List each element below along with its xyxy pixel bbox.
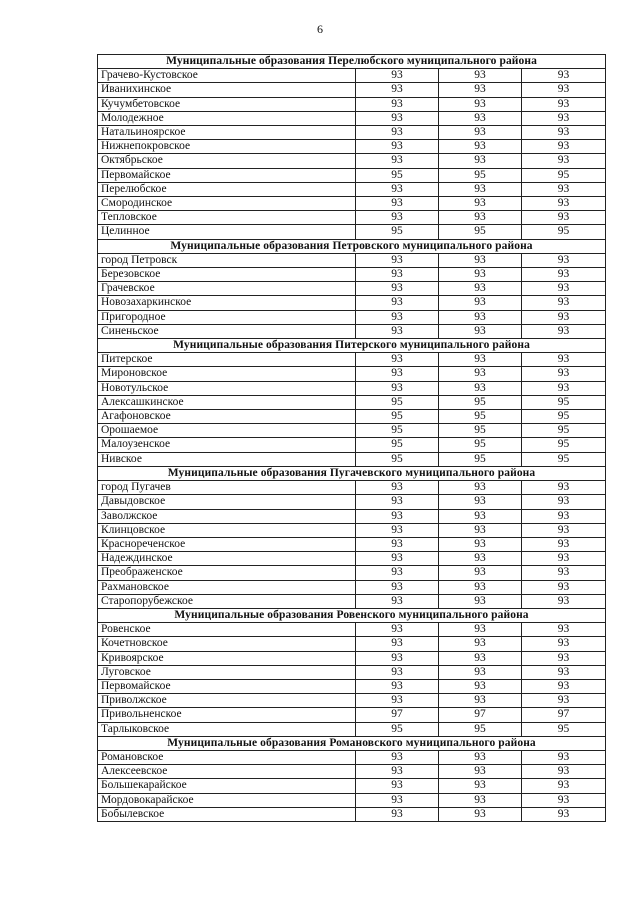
value-cell-1: 93 <box>356 537 439 551</box>
value-cell-1: 93 <box>356 665 439 679</box>
value-cell-2: 93 <box>439 367 522 381</box>
group-header-row <box>98 608 606 622</box>
value-cell-1: 93 <box>356 353 439 367</box>
municipality-name: Орошаемое <box>98 424 356 438</box>
value-cell-3: 93 <box>522 750 606 764</box>
municipality-name: Бобылевское <box>98 807 356 821</box>
table-row <box>98 197 606 211</box>
value-cell-3: 93 <box>522 509 606 523</box>
municipality-name: Первомайское <box>98 679 356 693</box>
value-cell-2: 93 <box>439 694 522 708</box>
table-row <box>98 381 606 395</box>
value-cell-3: 95 <box>522 424 606 438</box>
table-row <box>98 793 606 807</box>
municipality-name: Клинцовское <box>98 523 356 537</box>
group-title: Муниципальные образования Ровенского муниципального района <box>98 608 606 622</box>
table-row <box>98 779 606 793</box>
value-cell-2: 95 <box>439 410 522 424</box>
value-cell-2: 93 <box>439 566 522 580</box>
value-cell-1: 95 <box>356 722 439 736</box>
value-cell-1: 95 <box>356 168 439 182</box>
municipality-name: Смородинское <box>98 197 356 211</box>
municipality-name: Преображенское <box>98 566 356 580</box>
value-cell-2: 93 <box>439 282 522 296</box>
table-row <box>98 310 606 324</box>
municipality-name: Большекарайское <box>98 779 356 793</box>
value-cell-1: 93 <box>356 779 439 793</box>
value-cell-3: 93 <box>522 623 606 637</box>
table-row <box>98 580 606 594</box>
municipality-name: Перелюбское <box>98 182 356 196</box>
municipality-name: Надеждинское <box>98 552 356 566</box>
value-cell-1: 93 <box>356 182 439 196</box>
municipality-name: Иванихинское <box>98 83 356 97</box>
value-cell-2: 93 <box>439 296 522 310</box>
group-title: Муниципальные образования Петровского муниципального района <box>98 239 606 253</box>
value-cell-1: 97 <box>356 708 439 722</box>
value-cell-3: 93 <box>522 566 606 580</box>
value-cell-3: 93 <box>522 523 606 537</box>
value-cell-1: 93 <box>356 481 439 495</box>
value-cell-1: 93 <box>356 268 439 282</box>
value-cell-3: 95 <box>522 225 606 239</box>
value-cell-2: 93 <box>439 793 522 807</box>
value-cell-3: 93 <box>522 537 606 551</box>
value-cell-1: 93 <box>356 69 439 83</box>
value-cell-1: 95 <box>356 452 439 466</box>
value-cell-3: 93 <box>522 765 606 779</box>
value-cell-3: 93 <box>522 154 606 168</box>
value-cell-2: 93 <box>439 665 522 679</box>
municipality-name: Рахмановское <box>98 580 356 594</box>
value-cell-1: 93 <box>356 750 439 764</box>
value-cell-3: 93 <box>522 97 606 111</box>
value-cell-2: 93 <box>439 111 522 125</box>
value-cell-3: 93 <box>522 637 606 651</box>
municipality-name: Березовское <box>98 268 356 282</box>
value-cell-2: 93 <box>439 83 522 97</box>
value-cell-1: 93 <box>356 381 439 395</box>
municipality-name: Грачево-Кустовское <box>98 69 356 83</box>
value-cell-2: 93 <box>439 324 522 338</box>
table-row <box>98 623 606 637</box>
value-cell-1: 93 <box>356 154 439 168</box>
table-row <box>98 253 606 267</box>
value-cell-2: 93 <box>439 765 522 779</box>
value-cell-2: 93 <box>439 779 522 793</box>
table-row <box>98 126 606 140</box>
municipality-name: Октябрьское <box>98 154 356 168</box>
page-number: 6 <box>317 22 323 36</box>
value-cell-2: 93 <box>439 353 522 367</box>
value-cell-2: 93 <box>439 97 522 111</box>
value-cell-3: 95 <box>522 395 606 409</box>
table-row <box>98 140 606 154</box>
table-row <box>98 268 606 282</box>
value-cell-3: 93 <box>522 694 606 708</box>
table-row <box>98 807 606 821</box>
value-cell-1: 93 <box>356 580 439 594</box>
value-cell-3: 93 <box>522 69 606 83</box>
table-row <box>98 708 606 722</box>
municipality-name: Приволжское <box>98 694 356 708</box>
value-cell-1: 93 <box>356 197 439 211</box>
value-cell-2: 93 <box>439 807 522 821</box>
table-row <box>98 353 606 367</box>
value-cell-2: 93 <box>439 381 522 395</box>
table-row <box>98 410 606 424</box>
group-header-row <box>98 736 606 750</box>
value-cell-1: 93 <box>356 140 439 154</box>
table-row <box>98 765 606 779</box>
municipality-name: Кривоярское <box>98 651 356 665</box>
value-cell-2: 93 <box>439 594 522 608</box>
municipality-name: Ровенское <box>98 623 356 637</box>
value-cell-2: 93 <box>439 523 522 537</box>
table-row <box>98 452 606 466</box>
group-title: Муниципальные образования Романовского муниципального района <box>98 736 606 750</box>
municipality-name: Натальиноярское <box>98 126 356 140</box>
value-cell-3: 95 <box>522 410 606 424</box>
municipality-name: Нивское <box>98 452 356 466</box>
value-cell-3: 93 <box>522 296 606 310</box>
value-cell-2: 93 <box>439 623 522 637</box>
municipality-name: Целинное <box>98 225 356 239</box>
table-row <box>98 282 606 296</box>
table-row <box>98 296 606 310</box>
value-cell-2: 93 <box>439 310 522 324</box>
value-cell-2: 93 <box>439 552 522 566</box>
value-cell-3: 93 <box>522 83 606 97</box>
value-cell-3: 93 <box>522 580 606 594</box>
municipality-name: Пригородное <box>98 310 356 324</box>
group-header-row <box>98 55 606 69</box>
municipality-name: Алексеевское <box>98 765 356 779</box>
value-cell-3: 93 <box>522 594 606 608</box>
value-cell-2: 95 <box>439 168 522 182</box>
table-row <box>98 324 606 338</box>
value-cell-2: 93 <box>439 140 522 154</box>
municipality-name: город Петровск <box>98 253 356 267</box>
group-header-row <box>98 339 606 353</box>
value-cell-1: 95 <box>356 410 439 424</box>
municipalities-table <box>97 54 606 822</box>
value-cell-2: 95 <box>439 395 522 409</box>
value-cell-2: 93 <box>439 126 522 140</box>
municipality-name: Краснореченское <box>98 537 356 551</box>
table-row <box>98 651 606 665</box>
value-cell-2: 95 <box>439 722 522 736</box>
table-row <box>98 97 606 111</box>
table-row <box>98 481 606 495</box>
table-row <box>98 637 606 651</box>
municipality-name: Кочетновское <box>98 637 356 651</box>
municipality-name: Малоузенское <box>98 438 356 452</box>
value-cell-2: 93 <box>439 182 522 196</box>
value-cell-1: 93 <box>356 126 439 140</box>
municipality-name: Нижнепокровское <box>98 140 356 154</box>
value-cell-1: 95 <box>356 438 439 452</box>
value-cell-3: 93 <box>522 381 606 395</box>
value-cell-1: 93 <box>356 651 439 665</box>
municipality-name: Заволжское <box>98 509 356 523</box>
value-cell-2: 93 <box>439 197 522 211</box>
table-row <box>98 537 606 551</box>
value-cell-2: 93 <box>439 154 522 168</box>
value-cell-1: 93 <box>356 679 439 693</box>
value-cell-1: 93 <box>356 509 439 523</box>
table-row <box>98 438 606 452</box>
value-cell-1: 93 <box>356 765 439 779</box>
value-cell-3: 93 <box>522 552 606 566</box>
municipality-name: Старопорубежское <box>98 594 356 608</box>
value-cell-3: 95 <box>522 438 606 452</box>
value-cell-3: 93 <box>522 182 606 196</box>
table-row <box>98 424 606 438</box>
value-cell-2: 93 <box>439 509 522 523</box>
table-row <box>98 395 606 409</box>
value-cell-1: 93 <box>356 296 439 310</box>
value-cell-2: 93 <box>439 651 522 665</box>
value-cell-2: 93 <box>439 268 522 282</box>
value-cell-1: 95 <box>356 424 439 438</box>
value-cell-3: 95 <box>522 722 606 736</box>
value-cell-1: 93 <box>356 324 439 338</box>
value-cell-3: 95 <box>522 168 606 182</box>
value-cell-3: 93 <box>522 268 606 282</box>
value-cell-3: 93 <box>522 779 606 793</box>
group-title: Муниципальные образования Перелюбского муниципального района <box>98 55 606 69</box>
municipality-name: город Пугачев <box>98 481 356 495</box>
value-cell-2: 93 <box>439 580 522 594</box>
value-cell-2: 93 <box>439 69 522 83</box>
table-row <box>98 168 606 182</box>
table-row <box>98 679 606 693</box>
value-cell-1: 93 <box>356 367 439 381</box>
table-row <box>98 552 606 566</box>
municipality-name: Тарлыковское <box>98 722 356 736</box>
municipality-name: Привольненское <box>98 708 356 722</box>
group-title: Муниципальные образования Пугачевского муниципального района <box>98 466 606 480</box>
municipality-name: Питерское <box>98 353 356 367</box>
table-row <box>98 665 606 679</box>
table-body <box>98 55 606 822</box>
municipality-name: Луговское <box>98 665 356 679</box>
value-cell-2: 93 <box>439 637 522 651</box>
table-row <box>98 594 606 608</box>
municipality-name: Первомайское <box>98 168 356 182</box>
table-row <box>98 495 606 509</box>
value-cell-1: 93 <box>356 211 439 225</box>
value-cell-3: 93 <box>522 367 606 381</box>
table-row <box>98 83 606 97</box>
municipality-name: Мироновское <box>98 367 356 381</box>
municipality-name: Алексашкинское <box>98 395 356 409</box>
value-cell-3: 95 <box>522 452 606 466</box>
value-cell-3: 93 <box>522 253 606 267</box>
value-cell-1: 93 <box>356 566 439 580</box>
value-cell-3: 93 <box>522 807 606 821</box>
municipality-name: Грачевское <box>98 282 356 296</box>
table-row <box>98 750 606 764</box>
table-row <box>98 211 606 225</box>
value-cell-1: 93 <box>356 807 439 821</box>
municipality-name: Тепловское <box>98 211 356 225</box>
value-cell-1: 93 <box>356 282 439 296</box>
value-cell-2: 93 <box>439 481 522 495</box>
municipality-name: Кучумбетовское <box>98 97 356 111</box>
value-cell-2: 95 <box>439 424 522 438</box>
value-cell-3: 93 <box>522 197 606 211</box>
table-row <box>98 367 606 381</box>
table-row <box>98 722 606 736</box>
value-cell-1: 93 <box>356 523 439 537</box>
municipality-name: Новотульское <box>98 381 356 395</box>
value-cell-3: 93 <box>522 126 606 140</box>
value-cell-3: 93 <box>522 324 606 338</box>
table-row <box>98 566 606 580</box>
table-row <box>98 523 606 537</box>
value-cell-3: 93 <box>522 111 606 125</box>
value-cell-3: 93 <box>522 140 606 154</box>
value-cell-1: 95 <box>356 225 439 239</box>
value-cell-3: 93 <box>522 481 606 495</box>
table-row <box>98 69 606 83</box>
group-header-row <box>98 466 606 480</box>
group-header-row <box>98 239 606 253</box>
value-cell-1: 93 <box>356 594 439 608</box>
value-cell-3: 93 <box>522 282 606 296</box>
value-cell-1: 93 <box>356 694 439 708</box>
value-cell-1: 93 <box>356 111 439 125</box>
municipality-name: Романовское <box>98 750 356 764</box>
group-title: Муниципальные образования Питерского муниципального района <box>98 339 606 353</box>
municipality-name: Молодежное <box>98 111 356 125</box>
table-row <box>98 694 606 708</box>
table-row <box>98 154 606 168</box>
value-cell-2: 95 <box>439 452 522 466</box>
table-row <box>98 111 606 125</box>
value-cell-3: 93 <box>522 353 606 367</box>
value-cell-3: 93 <box>522 793 606 807</box>
municipality-name: Давыдовское <box>98 495 356 509</box>
table-row <box>98 225 606 239</box>
value-cell-1: 93 <box>356 637 439 651</box>
value-cell-3: 93 <box>522 665 606 679</box>
value-cell-3: 93 <box>522 495 606 509</box>
value-cell-2: 93 <box>439 679 522 693</box>
value-cell-3: 93 <box>522 651 606 665</box>
value-cell-3: 93 <box>522 310 606 324</box>
value-cell-2: 93 <box>439 495 522 509</box>
value-cell-2: 97 <box>439 708 522 722</box>
municipality-name: Агафоновское <box>98 410 356 424</box>
value-cell-1: 93 <box>356 623 439 637</box>
value-cell-2: 93 <box>439 211 522 225</box>
value-cell-1: 93 <box>356 552 439 566</box>
value-cell-1: 95 <box>356 395 439 409</box>
value-cell-2: 93 <box>439 253 522 267</box>
value-cell-3: 97 <box>522 708 606 722</box>
value-cell-3: 93 <box>522 211 606 225</box>
value-cell-2: 93 <box>439 537 522 551</box>
value-cell-1: 93 <box>356 83 439 97</box>
value-cell-2: 95 <box>439 225 522 239</box>
value-cell-1: 93 <box>356 253 439 267</box>
value-cell-1: 93 <box>356 310 439 324</box>
value-cell-2: 95 <box>439 438 522 452</box>
municipality-name: Новозахаркинское <box>98 296 356 310</box>
municipality-name: Мордовокарайское <box>98 793 356 807</box>
municipality-name: Синеньское <box>98 324 356 338</box>
table-row <box>98 182 606 196</box>
value-cell-3: 93 <box>522 679 606 693</box>
value-cell-1: 93 <box>356 793 439 807</box>
value-cell-1: 93 <box>356 495 439 509</box>
table-row <box>98 509 606 523</box>
value-cell-1: 93 <box>356 97 439 111</box>
value-cell-2: 93 <box>439 750 522 764</box>
